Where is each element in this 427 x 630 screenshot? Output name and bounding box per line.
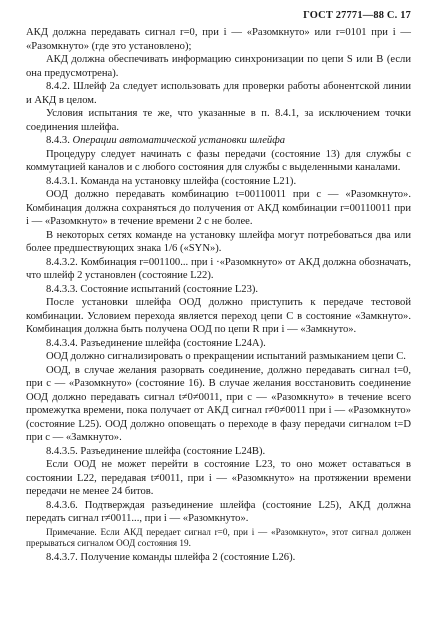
paragraph: ООД, в случае желания разорвать соединение, должно передавать сигнал t=0, при c — «Разомкнуто» (состояние 16). В случае желания восстановить соединение ООД должно передавать сигнал t≠0≠0011, при c — «Разомкнуто» в течение всего промежутка времени, пока получает от АКД сигнал r≠0≠0011 при i — «Разомкнуто» (состояние L25). ООД должно оповещать о переходе в фазу передачи сигналом t=D при c — «Замкнуто». xyxy=(26,364,411,443)
paragraph: 8.4.3. Операции автоматической установки шлейфа xyxy=(46,135,286,146)
paragraph: 8.4.3.1. Команда на установку шлейфа (состояние L21). xyxy=(46,175,297,187)
paragraph: 8.4.3.4. Разъединение шлейфа (состояние L24A). xyxy=(46,337,266,349)
paragraph: 8.4.3.6. Подтверждая разъединение шлейфа (состояние L25), АКД должна передать сигнал r≠0011..., при i — «Разомкнуто». xyxy=(26,499,411,524)
paragraph: В некоторых сетях команде на установку шлейфа могут потребоваться два или более предшествующих знака 1/6 («SYN»). xyxy=(26,229,411,254)
paragraph: Примечание. Если АКД передает сигнал r=0, при i — «Разомкнуто», этот сигнал должен прерываться сигналом ООД состояния 19. xyxy=(26,526,411,548)
paragraph: Процедуру следует начинать с фазы передачи (состояние 13) для службы с коммутацией каналов и с любого состояния для службы с выделенными каналами. xyxy=(26,148,411,173)
paragraph: 8.4.3.7. Получение команды шлейфа 2 (состояние L26). xyxy=(46,551,296,563)
paragraph: ООД должно сигнализировать о прекращении испытаний размыканием цепи С. xyxy=(46,351,406,362)
paragraph: АКД должна обеспечивать информацию синхронизации по цепи S или B (если она предусмотрена). xyxy=(26,54,411,79)
paragraph: ООД должно передавать комбинацию t=00110011 при c — «Разомкнуто». Комбинация должна сохраняться до получения от АКД комбинации r=00110011 при i — «Разомкнуто» в течение времени 2 с не более. xyxy=(26,189,411,227)
page-header: ГОСТ 27771—88 С. 17 xyxy=(303,10,411,21)
paragraph: 8.4.3.2. Комбинация r=001100... при i ·«Разомкнуто» от АКД должна обозначать, что шлейф 2 установлен (состояние L22). xyxy=(26,256,411,281)
paragraph: 8.4.3.3. Состояние испытаний (состояние L23). xyxy=(46,283,259,295)
paragraph: Если ООД не может перейти в состояние L23, то оно может оставаться в состоянии L22, передавая t≠0011, при i — «Разомкнуто» на протяжении времени передачи не менее 24 битов. xyxy=(26,459,411,497)
paragraph: 8.4.3.5. Разъединение шлейфа (состояние L24B). xyxy=(46,445,266,457)
paragraph: АКД должна передавать сигнал r=0, при i — «Разомкнуто» или r=0101 при i — «Разомкнуто» (где это установлено); xyxy=(26,27,411,52)
paragraph: 8.4.2. Шлейф 2а следует использовать для проверки работы абонентской линии и АКД в целом. xyxy=(26,81,411,106)
paragraph: После установки шлейфа ООД должно приступить к передаче тестовой комбинации. Условием перехода является переход цепи С в состояние «Замкнуто». Комбинация должна быть получена ООД по цепи R при i — «Замкнуто». xyxy=(26,297,411,335)
document-body xyxy=(26,26,411,564)
paragraph: Условия испытания те же, что указанные в п. 8.4.1, за исключением точки соединения шлейфа. xyxy=(26,108,411,133)
